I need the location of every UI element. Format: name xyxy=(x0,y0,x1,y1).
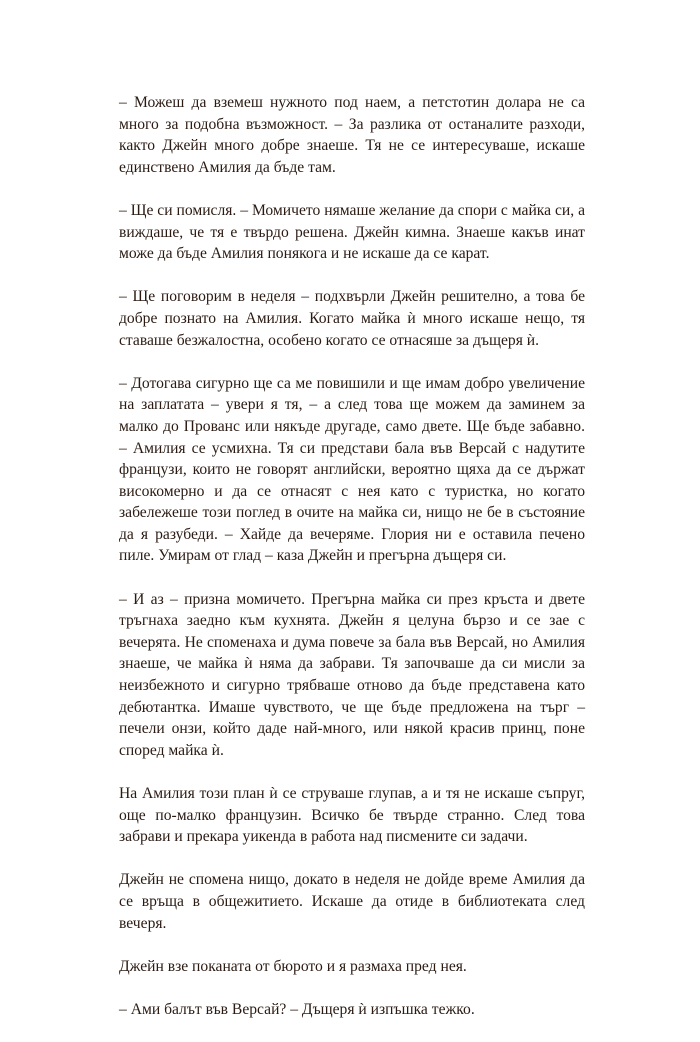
paragraph-5: – И аз – призна момичето. Прегърна майка си през кръста и двете тръгнаха заедно към кухнята. Джейн я целуна бързо и се зае с вечерята. Не споменаха и дума повече за бала във Версай, но Амилия знаеше, че майка ѝ няма да забрави. Тя започваше да си мисли за неизбежното и сигурно трябваше отново да бъде представена като дебютантка. Имаше чувството, че ще бъде предложена на търг – печели онзи, който даде най-много, или някой красив принц, поне според майка ѝ. xyxy=(119,590,585,759)
paragraph-8: Джейн взе поканата от бюрото и я размаха пред нея. xyxy=(119,957,467,975)
paragraph-4: – Дотогава сигурно ще са ме повишили и ще имам добро увеличение на заплатата – увери я тя, – а след това ще можем да заминем за малко до Прованс или някъде другаде, само двете. Ще бъде забавно. – Амилия се усмихна. Тя си представи бала във Версай с надутите французи, които не говорят английски, вероятно щяха да се държат високомерно и да се отнасят с нея като с туристка, но когато забележеше този поглед в очите на майка си, нищо не бе в състояние да я разубеди. – Хайде да вечеряме. Глория ни е оставила печено пиле. Умирам от глад – каза Джейн и прегърна дъщеря си. xyxy=(119,374,585,565)
paragraph-2: – Ще си помисля. – Момичето нямаше желание да спори с майка си, а виждаше, че тя е твърдо решена. Джейн кимна. Знаеше какъв инат може да бъде Амилия понякога и не искаше да се карат. xyxy=(119,201,585,263)
body-text xyxy=(119,92,585,1042)
paragraph-1: – Можеш да вземеш нужното под наем, а петстотин долара не са много за подобна възможност. – За разлика от останалите разходи, както Джейн много добре знаеше. Тя не се интересуваше, искаше единствено Амилия да бъде там. xyxy=(119,94,585,176)
paragraph-7: Джейн не спомена нищо, докато в неделя не дойде време Амилия да се връща в общежитието. Искаше да отиде в библиотеката след вечеря. xyxy=(119,871,585,932)
paragraph-6: На Амилия този план ѝ се струваше глупав, а и тя не искаше съпруг, още по-малко французин. Всичко бе твърде странно. След това забрави и прекара уикенда в работа над писмените си задачи. xyxy=(119,785,585,846)
paragraph-9: – Ами балът във Версай? – Дъщеря ѝ изпъшка тежко. xyxy=(119,1000,475,1018)
paragraph-3: – Ще поговорим в неделя – подхвърли Джейн решително, а това бе добре познато на Амилия. Когато майка ѝ много искаше нещо, тя ставаше безжалостна, особено когато се отнасяше за дъщеря ѝ. xyxy=(119,288,585,349)
